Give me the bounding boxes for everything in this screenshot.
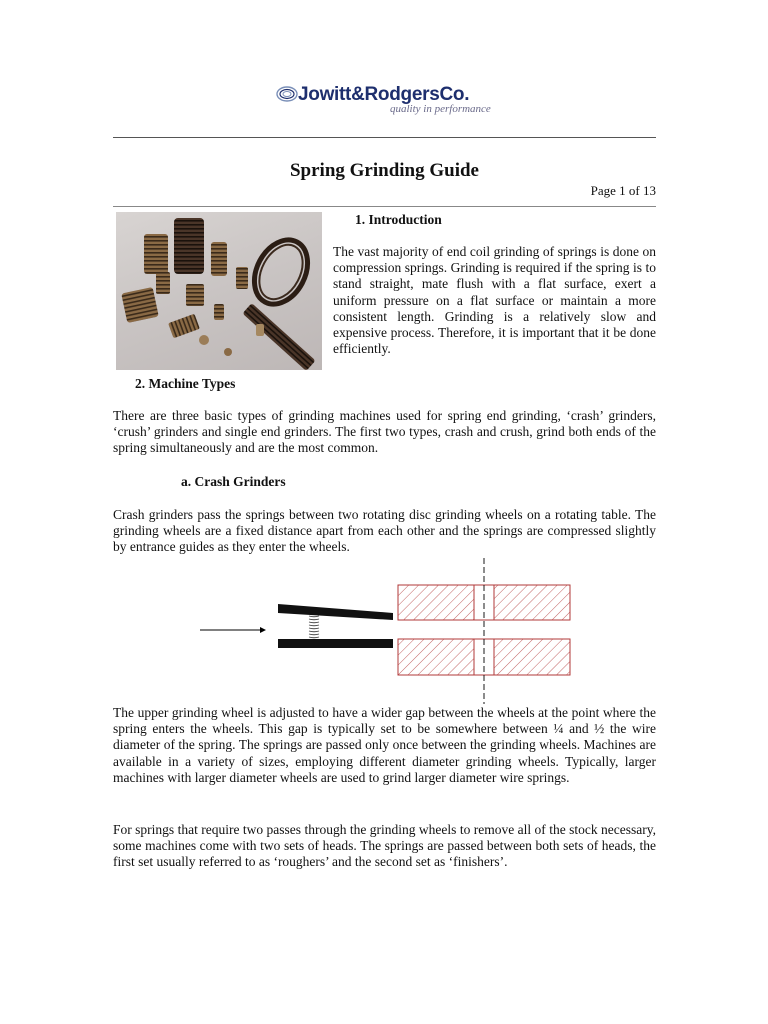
spring-icon xyxy=(309,616,319,638)
header-divider xyxy=(113,137,656,138)
arrow-head-icon xyxy=(260,627,266,633)
section-heading-machine-types: 2. Machine Types xyxy=(135,376,236,391)
springs-photo xyxy=(116,212,322,370)
crash-grinder-diagram xyxy=(190,556,580,706)
page-number: Page 1 of 13 xyxy=(590,183,656,198)
swirl-logo-icon xyxy=(276,83,298,105)
lower-entrance-guide xyxy=(278,639,393,648)
two-pass-paragraph: For springs that require two passes through the grinding wheels to remove all of the stock necessary, some machines come with two sets of heads. The springs are passed between both sets of heads, the first set usually referred to as ‘roughers’ and the second set as ‘finishers’. xyxy=(113,822,656,870)
upper-wheel-paragraph: The upper grinding wheel is adjusted to have a wider gap between the wheels at the point where the spring enters the wheels. This gap is typically set to be somewhere between ¼ and ½ the wire diameter of the spring. The springs are passed only once between the grinding wheels. Machines are available in a variety of sizes, employing different diameter grinding wheels. Typically, larger machines with larger diameter wheels are used to grind larger diameter wire springs. xyxy=(113,705,656,785)
logo-tagline: quality in performance xyxy=(390,103,491,115)
springs-illustration xyxy=(116,212,322,370)
page-title: Spring Grinding Guide xyxy=(289,160,479,181)
company-logo xyxy=(276,80,496,120)
crash-grinders-paragraph: Crash grinders pass the springs between two rotating disc grinding wheels on a rotating table. The grinding wheels are a fixed distance apart from each other and the springs are compressed slightly by entrance guides as they enter the wheels. xyxy=(113,507,656,555)
machine-types-paragraph: There are three basic types of grinding machines used for spring end grinding, ‘crash’ grinders, ‘crush’ grinders and single end grinders. The first two types, crash and crush, grind both ends of the spring simultaneously and are the most common. xyxy=(113,408,656,456)
section-heading-introduction: 1. Introduction xyxy=(355,212,442,227)
title-divider xyxy=(113,206,656,207)
introduction-paragraph: The vast majority of end coil grinding of springs is done on compression springs. Grinding is required if the spring is to stand straight, mate flush with a flat surface, exert a uniform pressure on a flat surface or maintain a more consistent length. Grinding is a relatively slow and expensive process. Therefore, it is important that it be done efficiently. xyxy=(333,244,656,357)
logo-company-name: Jowitt&RodgersCo. xyxy=(298,84,470,105)
section-heading-crash-grinders: a. Crash Grinders xyxy=(181,474,286,489)
upper-entrance-guide xyxy=(278,604,393,620)
